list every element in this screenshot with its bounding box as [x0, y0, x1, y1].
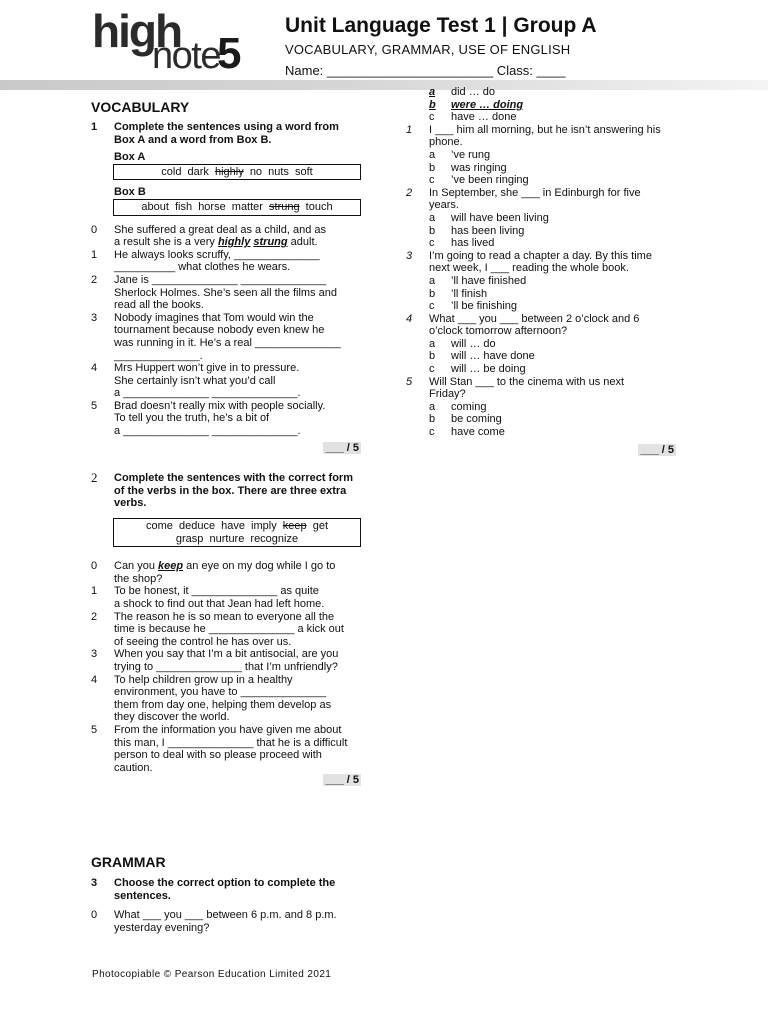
- option-text: be coming: [451, 413, 502, 426]
- task-2-items: [91, 560, 361, 774]
- item-number: 2: [91, 610, 98, 623]
- list-item: [91, 724, 361, 774]
- item-line: In September, she ___ in Edinburgh for five: [429, 186, 641, 199]
- task-text: Complete the sentences with the correct form of the verbs in the box. There are three extra verbs.: [114, 472, 353, 510]
- item-line: yesterday evening?: [114, 921, 210, 934]
- box-word: get: [312, 520, 328, 533]
- option-letter: b: [429, 413, 436, 426]
- high-note-logo: [92, 5, 252, 82]
- item-number: 3: [91, 311, 98, 324]
- footer-copyright: Photocopiable © Pearson Education Limited 2021: [92, 969, 332, 980]
- option-letter: c: [429, 111, 435, 124]
- item-line: ______________.: [114, 349, 203, 362]
- option-letter: c: [429, 237, 435, 250]
- list-item: [91, 648, 361, 673]
- list-item: [406, 187, 676, 212]
- name-class-line: Name: _______________________ Class: ____: [285, 63, 566, 78]
- item-line: person to deal with so please proceed with: [114, 749, 322, 762]
- list-item: [91, 312, 361, 362]
- box-word: come: [146, 520, 173, 533]
- box-a-label: Box A: [114, 151, 146, 164]
- item-text: Can you: [114, 560, 159, 573]
- item-line: phone.: [429, 136, 463, 149]
- item-number: 5: [91, 399, 98, 412]
- item-line: years.: [429, 199, 459, 212]
- option-letter: a: [429, 400, 436, 413]
- box-word: matter: [231, 200, 263, 213]
- list-item: [406, 376, 676, 401]
- task-3-example: [91, 909, 361, 934]
- score-box: ___ / 5: [640, 443, 674, 456]
- option: [406, 111, 676, 124]
- example-answer: keep: [158, 560, 184, 573]
- box-word: strung: [269, 200, 300, 213]
- item-line: was running in it. He’s a real ______________: [114, 336, 341, 349]
- option-text: were … doing: [451, 98, 524, 111]
- option-text: have come: [451, 426, 505, 439]
- item-line: She suffered a great deal as a child, and as: [114, 223, 326, 236]
- item-line: they discover the world.: [114, 711, 230, 724]
- task-3-instruction: [91, 877, 361, 902]
- task-1-score: [91, 442, 361, 455]
- item-line: __________ what clothes he wears.: [114, 261, 291, 274]
- item-number: 4: [91, 362, 98, 375]
- item-line: of seeing the control he has over us.: [114, 635, 292, 648]
- logo-word-note: note: [152, 35, 220, 77]
- item-line: [114, 236, 361, 249]
- logo-word-high: high: [92, 5, 182, 57]
- item-line: To be honest, it ______________ as quite: [114, 585, 319, 598]
- item-line: What ___ you ___ between 2 o’clock and 6: [429, 312, 640, 325]
- list-item: [406, 124, 676, 149]
- item-text: a result she is a very: [114, 236, 218, 249]
- option: [406, 413, 676, 426]
- item-line: caution.: [114, 761, 153, 774]
- list-item: [91, 585, 361, 610]
- list-item: [91, 400, 361, 438]
- box-a-words: [113, 164, 361, 181]
- option-text: ’ve rung: [451, 148, 491, 161]
- box-word: nuts: [268, 165, 289, 178]
- option-letter: a: [429, 337, 436, 350]
- item-number: 0: [91, 909, 98, 922]
- option: [406, 363, 676, 376]
- task-3-score: [406, 444, 676, 457]
- option-letter: c: [429, 300, 435, 313]
- item-text: adult.: [287, 236, 318, 249]
- box-b-words: [113, 199, 361, 216]
- item-number: 3: [406, 249, 413, 262]
- task-2-score: [91, 774, 361, 787]
- right-column: [406, 86, 676, 456]
- item-line: Sherlock Holmes. She’s seen all the films and: [114, 286, 337, 299]
- option-text: ’ll finish: [451, 287, 488, 300]
- box-word: about: [141, 200, 169, 213]
- option-text: ’ve been ringing: [451, 174, 529, 187]
- item-line: From the information you have given me about: [114, 723, 342, 736]
- task-1-instruction: [91, 121, 361, 146]
- item-line: trying to ______________ that I’m unfriendly?: [114, 660, 338, 673]
- item-line: Will Stan ___ to the cinema with us next: [429, 375, 625, 388]
- list-item: [91, 674, 361, 724]
- option-text: has been living: [451, 224, 525, 237]
- item-line: next week, I ___ reading the whole book.: [429, 262, 629, 275]
- item-number: 4: [91, 673, 98, 686]
- option: [406, 275, 676, 288]
- option-text: will have been living: [451, 211, 549, 224]
- item-line: tournament because nobody even knew he: [114, 324, 325, 337]
- option-text: has lived: [451, 237, 495, 250]
- option-letter: b: [429, 98, 436, 111]
- vocabulary-heading: VOCABULARY: [91, 99, 190, 115]
- item-line: read all the books.: [114, 299, 204, 312]
- box-word: fish: [175, 200, 193, 213]
- task-number: 3: [91, 876, 98, 889]
- option-letter: c: [429, 426, 435, 439]
- item-line: To tell you the truth, he’s a bit of: [114, 412, 270, 425]
- option: [406, 288, 676, 301]
- task-1-items: [91, 224, 361, 438]
- option-text: coming: [451, 400, 487, 413]
- box-word: deduce: [178, 520, 216, 533]
- option-text: will … have done: [451, 350, 535, 363]
- item-line: Jane is ______________ ______________: [114, 273, 327, 286]
- item-line: She certainly isn’t what you’d call: [114, 374, 276, 387]
- option-letter: b: [429, 161, 436, 174]
- option-letter: a: [429, 211, 436, 224]
- option-letter: a: [429, 148, 436, 161]
- option: [406, 426, 676, 439]
- task-number: 2: [91, 470, 98, 486]
- task-text: Choose the correct option to complete the sentences.: [114, 876, 336, 902]
- logo-level: 5: [217, 29, 242, 78]
- test-subtitle: VOCABULARY, GRAMMAR, USE OF ENGLISH: [285, 42, 571, 57]
- item-number: 0: [91, 560, 98, 573]
- item-line: Mrs Huppert won’t give in to pressure.: [114, 362, 300, 375]
- box-word: have: [221, 520, 245, 533]
- box-word: imply: [251, 520, 277, 533]
- option-letter: b: [429, 350, 436, 363]
- item-line: o’clock tomorrow afternoon?: [429, 325, 568, 338]
- item-number: 4: [406, 312, 413, 325]
- box-b-label: Box B: [114, 186, 146, 199]
- option-letter: a: [429, 86, 436, 98]
- list-item: [91, 611, 361, 649]
- option: [406, 225, 676, 238]
- box-word: recognize: [250, 532, 299, 545]
- option-text: ’ll have finished: [451, 274, 527, 287]
- item-line: [114, 560, 361, 573]
- box-word: grasp: [175, 532, 204, 545]
- example-answer: highly: [217, 236, 251, 249]
- item-line: Friday?: [429, 388, 466, 401]
- box-word: cold: [161, 165, 182, 178]
- option: [406, 212, 676, 225]
- option: [406, 350, 676, 363]
- list-item: [406, 250, 676, 275]
- box-word: touch: [305, 200, 333, 213]
- item-line: The reason he is so mean to everyone all the: [114, 610, 335, 623]
- option: [406, 162, 676, 175]
- example-answer: strung: [253, 236, 288, 249]
- option-letter: b: [429, 224, 436, 237]
- item-line: this man, I ______________ that he is a difficult: [114, 736, 348, 749]
- box-word: highly: [215, 165, 244, 178]
- option: [406, 86, 676, 99]
- option-letter: b: [429, 287, 436, 300]
- grammar-heading: GRAMMAR: [91, 853, 166, 870]
- item-number: 2: [406, 186, 413, 199]
- item-line: a ______________ ______________.: [114, 425, 301, 438]
- option: [406, 174, 676, 187]
- item-line: I’m going to read a chapter a day. By this time: [429, 249, 652, 262]
- task-1-example: [91, 224, 361, 249]
- option-text: did … do: [451, 86, 496, 98]
- task-2-example: [91, 560, 361, 585]
- option-text: will … be doing: [451, 363, 526, 376]
- list-item: [91, 249, 361, 274]
- task-3-items: [406, 124, 676, 439]
- option: [406, 300, 676, 313]
- item-number: 2: [91, 273, 98, 286]
- task-number: 1: [91, 121, 98, 133]
- item-number: 5: [91, 723, 98, 736]
- test-title: Unit Language Test 1 | Group A: [285, 14, 597, 37]
- box-word: keep: [282, 520, 307, 533]
- item-line: time is because he ______________ a kick out: [114, 623, 344, 636]
- item-text: an eye on my dog while I go to: [183, 560, 336, 573]
- item-line: He always looks scruffy, ______________: [114, 248, 320, 261]
- option: [406, 237, 676, 250]
- item-line: the shop?: [114, 572, 163, 585]
- task-2-instruction: [91, 472, 361, 510]
- item-line: I ___ him all morning, but he isn’t answering his: [429, 123, 661, 136]
- item-line: Nobody imagines that Tom would win the: [114, 311, 314, 324]
- task-text: Complete the sentences using a word from Box A and a word from Box B.: [114, 121, 339, 146]
- item-line: What ___ you ___ between 6 p.m. and 8 p.m.: [114, 909, 337, 922]
- option-text: will … do: [451, 337, 496, 350]
- item-line: a ______________ ______________.: [114, 387, 301, 400]
- list-item: [91, 274, 361, 312]
- item-line: Brad doesn’t really mix with people socially.: [114, 399, 326, 412]
- item-line: To help children grow up in a healthy: [114, 673, 293, 686]
- option: [406, 149, 676, 162]
- list-item: [91, 362, 361, 400]
- item-number: 5: [406, 375, 413, 388]
- option: [406, 401, 676, 414]
- option-text: was ringing: [451, 161, 507, 174]
- score-box: ___ / 5: [325, 441, 359, 454]
- option-letter: c: [429, 363, 435, 376]
- box-word: soft: [294, 165, 313, 178]
- item-number: 3: [91, 648, 98, 661]
- score-box: ___ / 5: [325, 774, 359, 787]
- left-column: [91, 99, 361, 934]
- box-word: horse: [198, 200, 226, 213]
- item-number: 1: [406, 123, 413, 136]
- box-word: nurture: [209, 532, 245, 545]
- verb-box: [113, 518, 361, 547]
- option-correct: [406, 99, 676, 112]
- box-word: no: [249, 165, 263, 178]
- list-item: [406, 313, 676, 338]
- item-number: 1: [91, 585, 98, 598]
- item-number: 1: [91, 248, 98, 261]
- item-line: When you say that I’m a bit antisocial, are you: [114, 648, 339, 661]
- example-options: [406, 86, 676, 124]
- option-text: ’ll be finishing: [451, 300, 518, 313]
- item-line: environment, you have to ______________: [114, 686, 327, 699]
- box-word: dark: [187, 165, 209, 178]
- item-line: a shock to find out that Jean had left home.: [114, 598, 325, 610]
- item-line: them from day one, helping them develop as: [114, 698, 332, 711]
- option-letter: a: [429, 274, 436, 287]
- option: [406, 338, 676, 351]
- item-number: 0: [91, 223, 98, 236]
- option-letter: c: [429, 174, 435, 187]
- option-text: have … done: [451, 111, 517, 124]
